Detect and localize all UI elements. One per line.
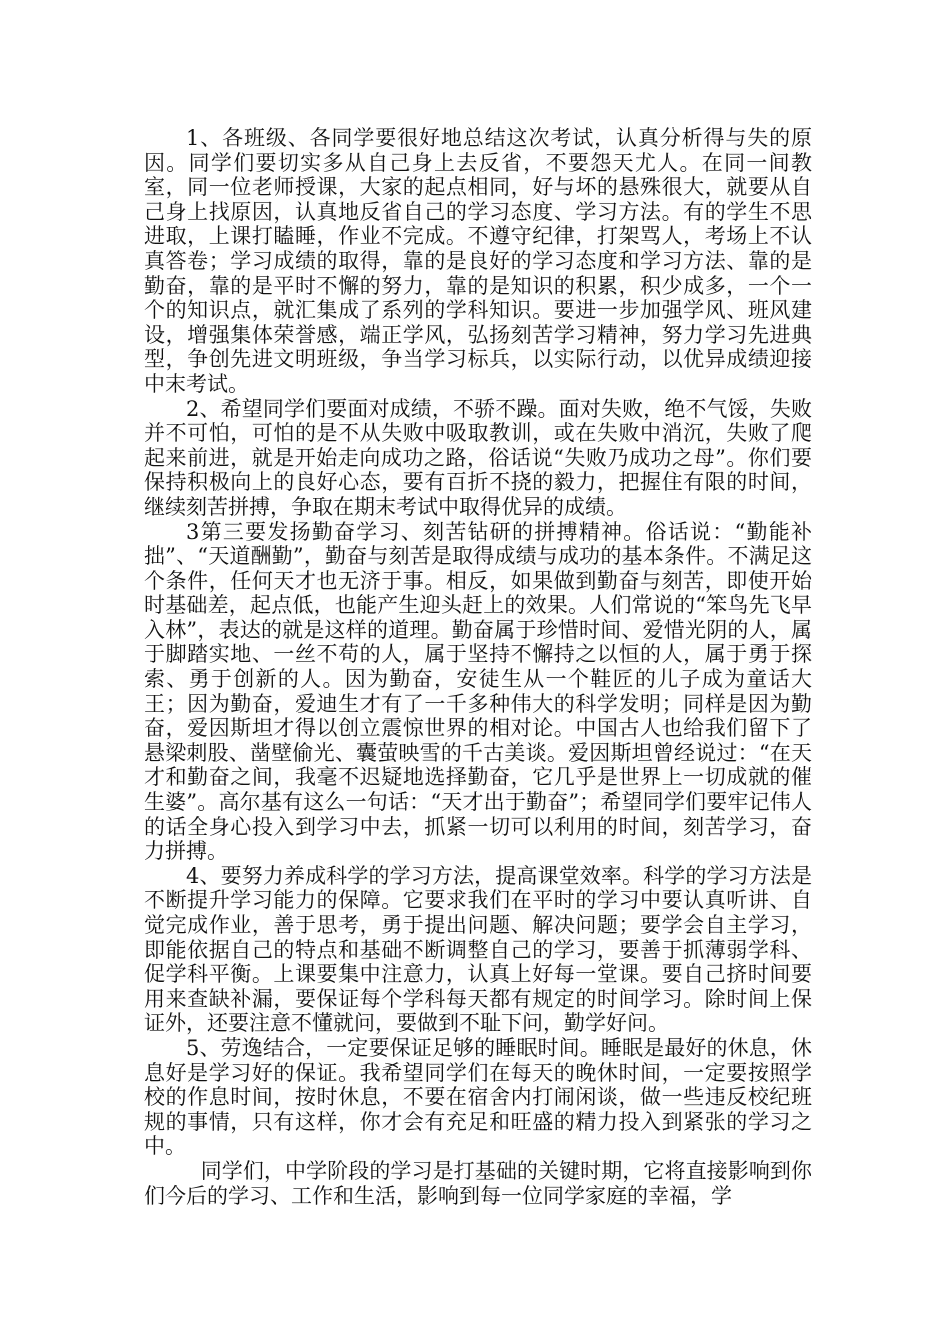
paragraph-5: 5、劳逸结合，一定要保证足够的睡眠时间。睡眠是最好的休息，休息好是学习好的保证。我希望同学们在每天的晚休时间，一定要按照学校的作息时间，按时休息，不要在宿舍内打闹闲谈，做一些违反校纪班规的事情，只有这样，你才会有充足和旺盛的精力投入到紧张的学习之中。 xyxy=(144,1035,812,1159)
paragraph-1: 1、各班级、各同学要很好地总结这次考试，认真分析得与失的原因。同学们要切实多从自己身上去反省，不要怨天尤人。在同一间教室，同一位老师授课，大家的起点相同，好与坏的悬殊很大，就要从自己身上找原因，认真地反省自己的学习态度、学习方法。有的学生不思进取，上课打瞌睡，作业不完成。不遵守纪律，打架骂人，考场上不认真答卷；学习成绩的取得，靠的是良好的学习态度和学习方法、靠的是勤奋，靠的是平时不懈的努力，靠的是知识的积累，积少成多，一个一个的知识点，就汇集成了系列的学科知识。要进一步加强学风、班风建设，增强集体荣誉感，端正学风，弘扬刻苦学习精神，努力学习先进典型，争创先进文明班级，争当学习标兵，以实际行动，以优异成绩迎接中末考试。 xyxy=(144,126,812,396)
paragraph-2: 2、希望同学们要面对成绩，不骄不躁。面对失败，绝不气馁，失败并不可怕，可怕的是不从失败中吸取教训，或在失败中消沉，失败了爬起来前进，就是开始走向成功之路，俗话说“失败乃成功之母”。你们要保持积极向上的良好心态，要有百折不挠的毅力，把握住有限的时间，继续刻苦拼搏，争取在期末考试中取得优异的成绩。 xyxy=(144,396,812,519)
document-body xyxy=(144,126,812,1208)
paragraph-4: 4、要努力养成科学的学习方法，提高课堂效率。科学的学习方法是不断提升学习能力的保障。它要求我们在平时的学习中要认真听讲、自觉完成作业，善于思考，勇于提出问题、解决问题；要学会自主学习，即能依据自己的特点和基础不断调整自己的学习，要善于抓薄弱学科、促学科平衡。上课要集中注意力，认真上好每一堂课。要自己挤时间要用来查缺补漏，要保证每个学科每天都有规定的时间学习。除时间上保证外，还要注意不懂就问，要做到不耻下问，勤学好问。 xyxy=(144,863,812,1036)
paragraph-3: 3第三要发扬勤奋学习、刻苦钻研的拼搏精神。俗话说：“勤能补拙”、“天道酬勤”，勤奋与刻苦是取得成绩与成功的基本条件。不满足这个条件，任何天才也无济于事。相反，如果做到勤奋与刻苦，即使开始时基础差，起点低，也能产生迎头赶上的效果。人们常说的“笨鸟先飞早入林”，表达的就是这样的道理。勤奋属于珍惜时间、爱惜光阴的人，属于脚踏实地、一丝不苟的人，属于坚持不懈持之以恒的人，属于勇于探索、勇于创新的人。因为勤奋，安徒生从一个鞋匠的儿子成为童话大王；因为勤奋，爱迪生才有了一千多种伟大的科学发明；同样是因为勤奋，爱因斯坦才得以创立震惊世界的相对论。中国古人也给我们留下了悬梁刺股、凿壁偷光、囊萤映雪的千古美谈。爱因斯坦曾经说过：“在天才和勤奋之间，我毫不迟疑地选择勤奋，它几乎是世界上一切成就的催生婆”。高尔基有这么一句话：“天才出于勤奋”；希望同学们要牢记伟人的话全身心投入到学习中去，抓紧一切可以利用的时间，刻苦学习，奋力拼搏。 xyxy=(144,519,812,864)
paragraph-6: 同学们，中学阶段的学习是打基础的关键时期，它将直接影响到你们今后的学习、工作和生活，影响到每一位同学家庭的幸福，学 xyxy=(144,1158,812,1208)
